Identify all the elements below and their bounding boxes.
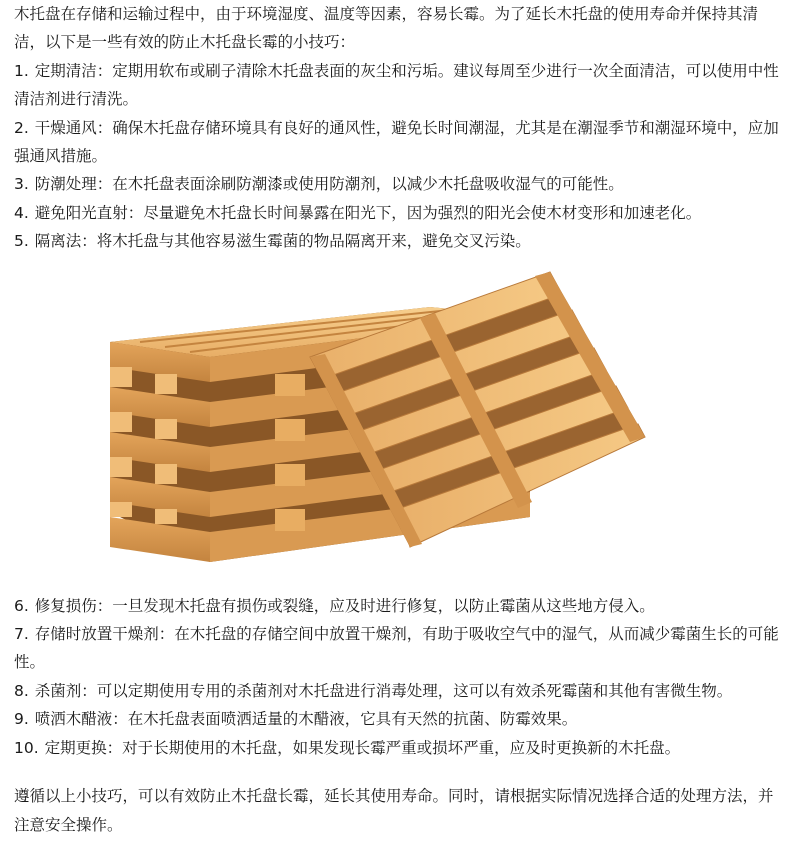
tip-number: 5. xyxy=(14,232,29,251)
tip-text: 喷洒木醋液：在木托盘表面喷洒适量的木醋液，它具有天然的抗菌、防霉效果。 xyxy=(34,710,578,729)
tips-list-bottom xyxy=(14,592,780,762)
tip-number: 3. xyxy=(14,175,29,194)
tip-text: 避免阳光直射：尽量避免木托盘长时间暴露在阳光下，因为强烈的阳光会使木材变形和加速老化。 xyxy=(34,203,702,222)
tip-item xyxy=(14,620,780,677)
closing-paragraph: 遵循以上小技巧，可以有效防止木托盘长霉，延长其使用寿命。同时，请根据实际情况选择合适的处理方法，并注意安全操作。 xyxy=(14,787,774,834)
tip-text: 干燥通风：确保木托盘存储环境具有良好的通风性，避免长时间潮湿，尤其是在潮湿季节和潮湿环境中，应加强通风措施。 xyxy=(14,118,779,166)
tip-item xyxy=(14,734,780,762)
tip-text: 杀菌剂：可以定期使用专用的杀菌剂对木托盘进行消毒处理，这可以有效杀死霉菌和其他有害微生物。 xyxy=(34,681,733,700)
wooden-pallets-image xyxy=(100,262,660,592)
tip-item xyxy=(14,199,780,227)
tip-text: 定期更换：对于长期使用的木托盘，如果发现长霉严重或损坏严重，应及时更换新的木托盘。 xyxy=(44,738,681,757)
tip-text: 防潮处理：在木托盘表面涂刷防潮漆或使用防潮剂，以减少木托盘吸收湿气的可能性。 xyxy=(34,175,624,194)
tip-item xyxy=(14,227,780,255)
tip-text: 存储时放置干燥剂：在木托盘的存储空间中放置干燥剂，有助于吸收空气中的湿气，从而减少霉菌生长的可能性。 xyxy=(14,625,779,672)
tip-number: 4. xyxy=(14,203,29,222)
tip-item xyxy=(14,677,780,705)
tip-number: 8. xyxy=(14,681,29,700)
tip-number: 10. xyxy=(14,738,39,757)
tip-text: 定期清洁：定期用软布或刷子清除木托盘表面的灰尘和污垢。建议每周至少进行一次全面清洁，可以使用中性清洁剂进行清洗。 xyxy=(14,61,779,109)
tip-item xyxy=(14,705,780,733)
tip-item xyxy=(14,170,780,198)
tip-number: 1. xyxy=(14,61,29,80)
tip-number: 2. xyxy=(14,118,29,137)
tip-item xyxy=(14,57,780,114)
tip-text: 隔离法：将木托盘与其他容易滋生霉菌的物品隔离开来，避免交叉污染。 xyxy=(34,232,531,251)
tip-text: 修复损伤：一旦发现木托盘有损伤或裂缝，应及时进行修复，以防止霉菌从这些地方侵入。 xyxy=(34,596,655,615)
tip-number: 6. xyxy=(14,596,29,615)
tip-item xyxy=(14,114,780,171)
tips-list-top xyxy=(14,57,780,256)
intro-paragraph: 木托盘在存储和运输过程中，由于环境湿度、温度等因素，容易长霉。为了延长木托盘的使用寿命并保持其清洁，以下是一些有效的防止木托盘长霉的小技巧： xyxy=(14,5,759,52)
tip-item xyxy=(14,592,780,620)
tip-number: 9. xyxy=(14,710,29,729)
tip-number: 7. xyxy=(14,625,29,644)
